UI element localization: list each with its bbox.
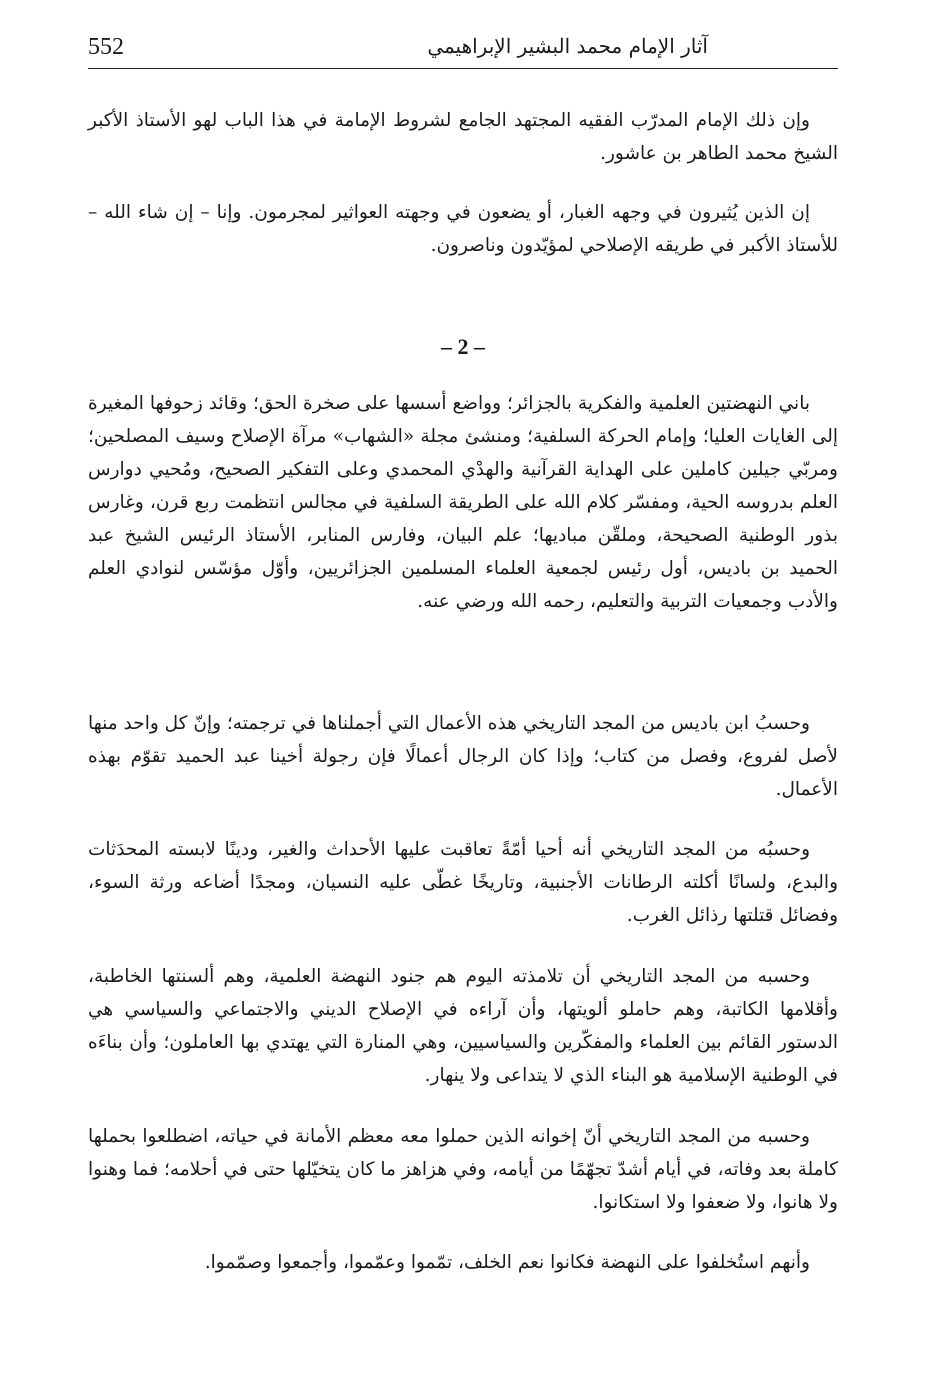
paragraph-6: وحسبه من المجد التاريخي أن تلامذته اليوم هم جنود النهضة العلمية، وهم ألسنتها الخاطبة، وأقلامها الكاتبة، وهم حاملو ألويتها، وأن آراءه في الإصلاح الديني والاجتماعي والسياسي هي الدستور القائم بين العلماء والمفكّرين والسياسيين، وهي المنارة التي يهتدي بها العاملون؛ وأن بناءَه في الوطنية الإسلامية هو البناء الذي لا يتداعى ولا ينهار. [88,966,838,1086]
paragraph-8: وأنهم استُخلفوا على النهضة فكانوا نعم الخلف، تمّموا وعمّموا، وأجمعوا وصمّموا. [204,1252,810,1273]
running-title: آثار الإمام محمد البشير الإبراهيمي [427,34,708,58]
paragraph-2: إن الذين يُثيرون في وجهه الغبار، أو يضعون في وجهته العواثير لمجرمون. وإنا – إن شاء الله – للأستاذ الأكبر في طريقه الإصلاحي لمؤيّدون وناصرون. [88,202,838,256]
paragraph-1: وإن ذلك الإمام المدرّب الفقيه المجتهد الجامع لشروط الإمامة في هذا الباب لهو الأستاذ الأكبر الشيخ محمد الطاهر بن عاشور. [88,110,838,164]
paragraph-4: وحسبُ ابن باديس من المجد التاريخي هذه الأعمال التي أجملناها في ترجمته؛ وإنّ كل واحد منها لأصل لفروع، وفصل من كتاب؛ وإذا كان الرجال أعمالًا فإن رجولة أخينا عبد الحميد تقوّم بهذه الأعمال. [88,713,838,800]
paragraph-5: وحسبُه من المجد التاريخي أنه أحيا أمّةً تعاقبت عليها الأحداث والغير، ودينًا لابسته المحدَثات والبدع، ولسانًا أكلته الرطانات الأجنبية، وتاريخًا غطّى عليه النسيان، ومجدًا أضاعه ورثة السوء، وفضائل قتلتها رذائل الغرب. [88,839,838,926]
page-number: 552 [88,34,124,60]
paragraph-3: باني النهضتين العلمية والفكرية بالجزائر؛ وواضع أسسها على صخرة الحق؛ وقائد زحوفها المغيرة إلى الغايات العليا؛ وإمام الحركة السلفية؛ ومنشئ مجلة «الشهاب» مرآة الإصلاح وسيف المصلحين؛ ومربّي جيلين كاملين على الهداية القرآنية والهدْي المحمدي وعلى التفكير الصحيح، ومُحيي دوارس العلم بدروسه الحية، ومفسّر كلام الله على الطريقة السلفية في مجالس انتظمت ربع قرن، وغارس بذور الوطنية الصحيحة، وملقّن مباديها؛ علم البيان، وفارس المنابر، الأستاذ الرئيس الشيخ عبد الحميد بن باديس، أول رئيس لجمعية العلماء المسلمين الجزائريين، وأوّل مؤسّس لنوادي العلم والأدب وجمعيات التربية والتعليم، رحمه الله ورضي عنه. [88,393,838,612]
paragraph-7: وحسبه من المجد التاريخي أنّ إخوانه الذين حملوا معه معظم الأمانة في حياته، اضطلعوا بحملها كاملة بعد وفاته، في أيام أشدّ تجهّمًا من أيامه، وفي هزاهز ما كان يتخيّلها حتى في أحلامه؛ فما وهنوا ولا هانوا، ولا ضعفوا ولا استكانوا. [88,1126,838,1213]
page-header [88,26,838,69]
section-number: – 2 – [441,334,485,359]
